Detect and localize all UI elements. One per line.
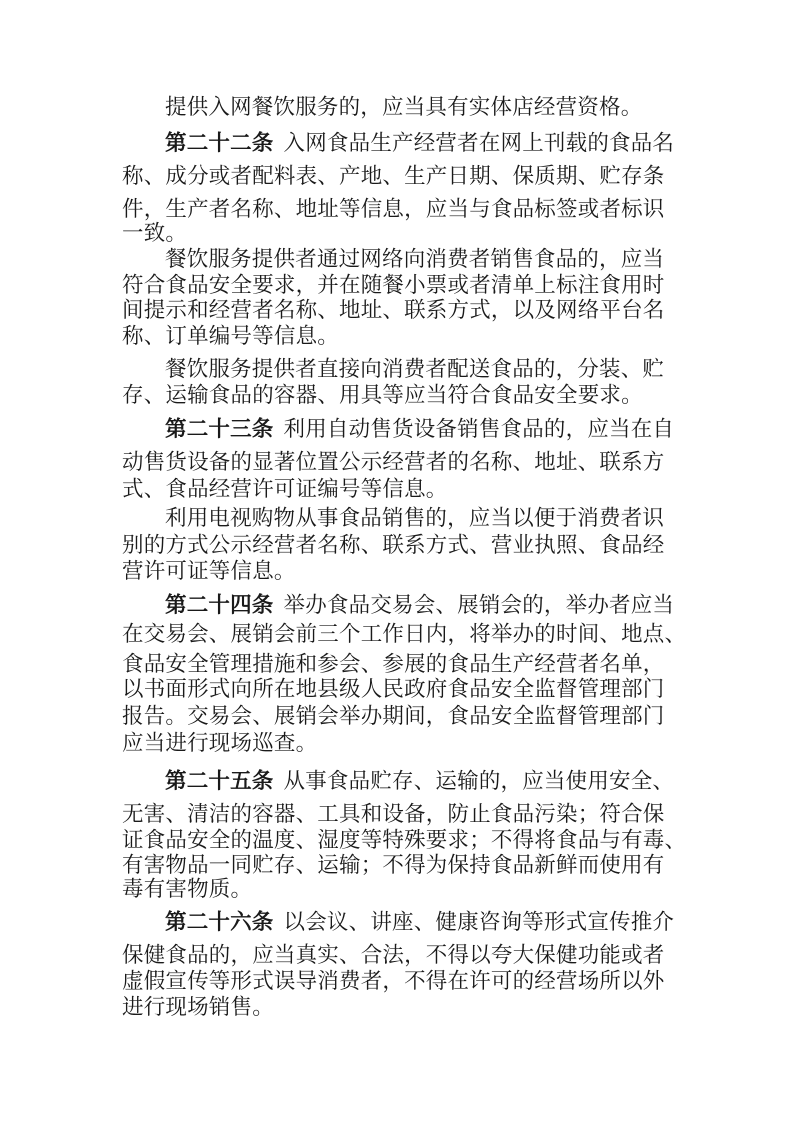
article-number: 第二十六条 (165, 910, 274, 935)
paragraph-line: 别的方式公示经营者名称、联系方式、营业执照、食品经 (122, 533, 665, 558)
article-24-heading-line: 第二十四条 举办食品交易会、展销会的，举办者应当 (165, 593, 675, 618)
paragraph-line: 进行现场销售。 (122, 995, 274, 1020)
paragraph-line: 利用电视购物从事食品销售的，应当以便于消费者识 (165, 506, 665, 531)
paragraph-line: 符合食品安全要求，并在随餐小票或者清单上标注食用时 (122, 273, 665, 298)
paragraph-line: 餐饮服务提供者通过网络向消费者销售食品的，应当 (165, 247, 665, 272)
paragraph-line: 称、订单编号等信息。 (122, 324, 340, 349)
article-22-heading-line: 第二十二条 入网食品生产经营者在网上刊载的食品名 (165, 131, 675, 156)
paragraph-line: 保健食品的，应当真实、合法，不得以夸大保健功能或者 (122, 943, 665, 968)
paragraph-line: 以书面形式向所在地县级人民政府食品安全监督管理部门 (122, 677, 665, 702)
article-26-heading-line: 第二十六条 以会议、讲座、健康咨询等形式宣传推介 (165, 910, 675, 935)
paragraph-line: 存、运输食品的容器、用具等应当符合食品安全要求。 (122, 383, 643, 408)
paragraph-line: 提供入网餐饮服务的，应当具有实体店经营资格。 (165, 95, 643, 120)
article-number: 第二十五条 (165, 769, 274, 794)
paragraph-line: 无害、清洁的容器、工具和设备，防止食品污染；符合保 (122, 802, 665, 827)
paragraph-line: 式、食品经营许可证编号等信息。 (122, 477, 448, 502)
paragraph-line: 虚假宣传等形式误导消费者，不得在许可的经营场所以外 (122, 969, 665, 994)
paragraph-line: 营许可证等信息。 (122, 559, 296, 584)
article-number: 第二十四条 (165, 593, 274, 618)
article-number: 第二十三条 (165, 417, 274, 442)
paragraph-line: 一致。 (122, 221, 188, 246)
paragraph-line: 食品安全管理措施和参会、参展的食品生产经营者名单， (122, 652, 665, 677)
paragraph-line: 称、成分或者配料表、产地、生产日期、保质期、贮存条 (122, 164, 665, 189)
paragraph-line: 在交易会、展销会前三个工作日内，将举办的时间、地点、 (122, 622, 687, 647)
paragraph-line: 应当进行现场巡查。 (122, 731, 318, 756)
paragraph-line: 件，生产者名称、地址等信息，应当与食品标签或者标识 (122, 197, 665, 222)
paragraph-line: 报告。交易会、展销会举办期间，食品安全监督管理部门 (122, 704, 665, 729)
article-number: 第二十二条 (165, 131, 274, 156)
paragraph-line: 毒有害物质。 (122, 877, 253, 902)
paragraph-line: 间提示和经营者名称、地址、联系方式，以及网络平台名 (122, 298, 665, 323)
paragraph-line: 动售货设备的显著位置公示经营者的名称、地址、联系方 (122, 450, 665, 475)
paragraph-line: 有害物品一同贮存、运输；不得为保持食品新鲜而使用有 (122, 853, 665, 878)
article-25-heading-line: 第二十五条 从事食品贮存、运输的，应当使用安全、 (165, 769, 675, 794)
paragraph-line: 证食品安全的温度、湿度等特殊要求；不得将食品与有毒、 (122, 828, 687, 853)
paragraph-line: 餐饮服务提供者直接向消费者配送食品的，分装、贮 (165, 357, 665, 382)
article-23-heading-line: 第二十三条 利用自动售货设备销售食品的，应当在自 (165, 417, 675, 442)
